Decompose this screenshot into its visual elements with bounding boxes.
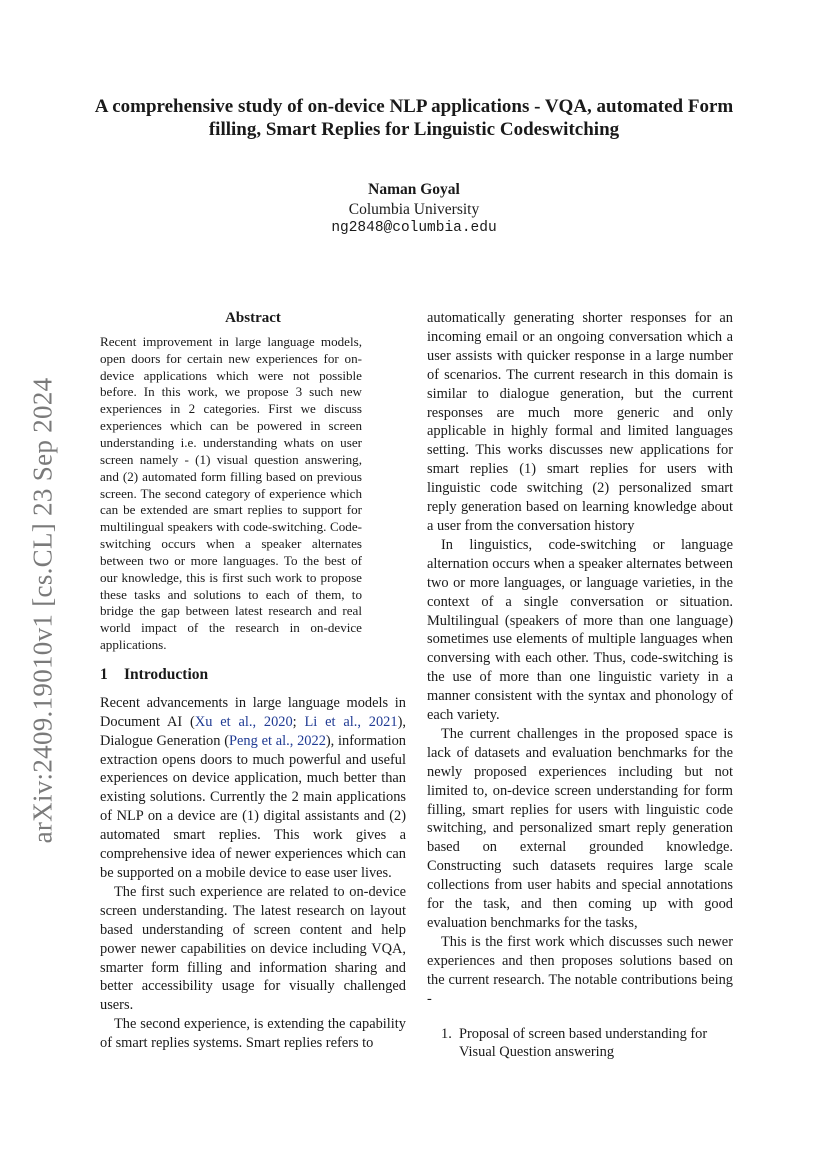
author-email[interactable]: ng2848@columbia.edu <box>331 220 497 236</box>
intro-paragraph-1 <box>100 694 406 883</box>
text-span: ; <box>292 713 305 730</box>
intro-paragraph-3: The second experience, is extending the capability of smart replies systems. Smart replies refers to <box>100 1016 406 1052</box>
contribution-item <box>441 1025 733 1063</box>
paper-title: A comprehensive study of on-device NLP applications - VQA, automated Form filling, Smart Replies for Linguistic Codeswitching <box>94 96 734 140</box>
section-heading-introduction <box>100 666 406 685</box>
arxiv-sidebar <box>18 370 68 850</box>
intro-paragraph-6: This is the first work which discusses such newer experiences and then proposes solutions based on the current research. The notable contributions being - <box>427 933 733 1007</box>
citation-link[interactable]: Peng et al., 2022 <box>229 732 326 749</box>
author-block <box>90 180 738 239</box>
contribution-text: Proposal of screen based understanding for Visual Question answering <box>459 1025 708 1061</box>
text-span: Recent advancements in large language models in Document AI ( <box>100 694 406 730</box>
citation-link[interactable]: Li et al., 2021 <box>304 713 398 730</box>
intro-paragraph-2: The first such experience are related to on-device screen understanding. The latest research on layout based understanding of screen content and help power newer capabilities on device including VQA, smarter form filling and information sharing and better accessibility usage for visually challenged users. <box>100 883 406 1014</box>
contribution-number: 1. <box>441 1025 452 1042</box>
text-span: ), Dialogue Generation ( <box>100 713 406 749</box>
left-column <box>100 309 406 1053</box>
author-name: Naman Goyal <box>368 181 460 198</box>
section-number: 1 <box>100 665 108 683</box>
citation-link[interactable]: Xu et al., 2020 <box>194 713 293 730</box>
author-affiliation: Columbia University <box>348 200 480 218</box>
intro-paragraph-3-continued: automatically generating shorter responses for an incoming email or an ongoing conversation which a user assists with quicker response in a large number of scenarios. The current research in this domain is similar to dialogue generation, but the current responses are much more generic and only applicable in highly formal and limited languages setting. This works discusses new applications for smart replies (1) smart replies for users with linguistic code switching (2) personalized smart reply generation based on learning knowledge about a user from the conversation history <box>427 310 733 534</box>
intro-paragraph-4: In linguistics, code-switching or language alternation occurs when a speaker alternates between two or more languages, or language varieties, in the context of a single conversation or situation. Multilingual (speakers of more than one language) sometimes use elements of multiple languages when conversing with each other. Thus, code-switching is the use of more than one linguistic variety in a manner consistent with the syntax and phonology of each variety. <box>427 536 733 724</box>
right-column <box>427 309 733 1062</box>
arxiv-identifier: arXiv:2409.19010v1 [cs.CL] 23 Sep 2024 <box>27 377 58 843</box>
abstract-heading: Abstract <box>225 310 281 326</box>
abstract-text: Recent improvement in large language models, open doors for certain new experiences for on-device applications which were not possible before. In this work, we propose 3 such new experiences in 2 categories. First we discuss experiences which can be powered in screen understanding i.e. understanding whats on user screen namely - (1) visual question answering, and (2) automated form filling based on previous screen. The second category of experience which can be extended are smart replies to support for multilingual speakers with code-switching. Code-switching occurs when a speaker alternates between two or more languages. To the best of our knowledge, this is first such work to propose these tasks and solutions to each of them, to bridge the gap between latest research and real world impact of the research in on-device applications. <box>100 333 362 653</box>
intro-paragraph-5: The current challenges in the proposed space is lack of datasets and evaluation benchmarks for the newly proposed experiences including but not limited to, on-device screen understanding for form filling, smart replies for users with linguistic code switching, and personalized smart reply generation based on external grounded knowledge. Constructing such datasets requires large scale collections from user habits and special annotations for the task, and then coming up with good evaluation benchmarks for the tasks, <box>427 725 733 931</box>
section-title: Introduction <box>124 665 209 683</box>
text-span: ), information extraction opens doors to much powerful and useful experiences on device application, much better than existing solutions. Currently the 2 main applications of NLP on a device are (1) digital assistants and (2) automated smart replies. This work gives a comprehensive idea of newer experiences which can be supported on a mobile device to ease user lives. <box>100 732 406 881</box>
